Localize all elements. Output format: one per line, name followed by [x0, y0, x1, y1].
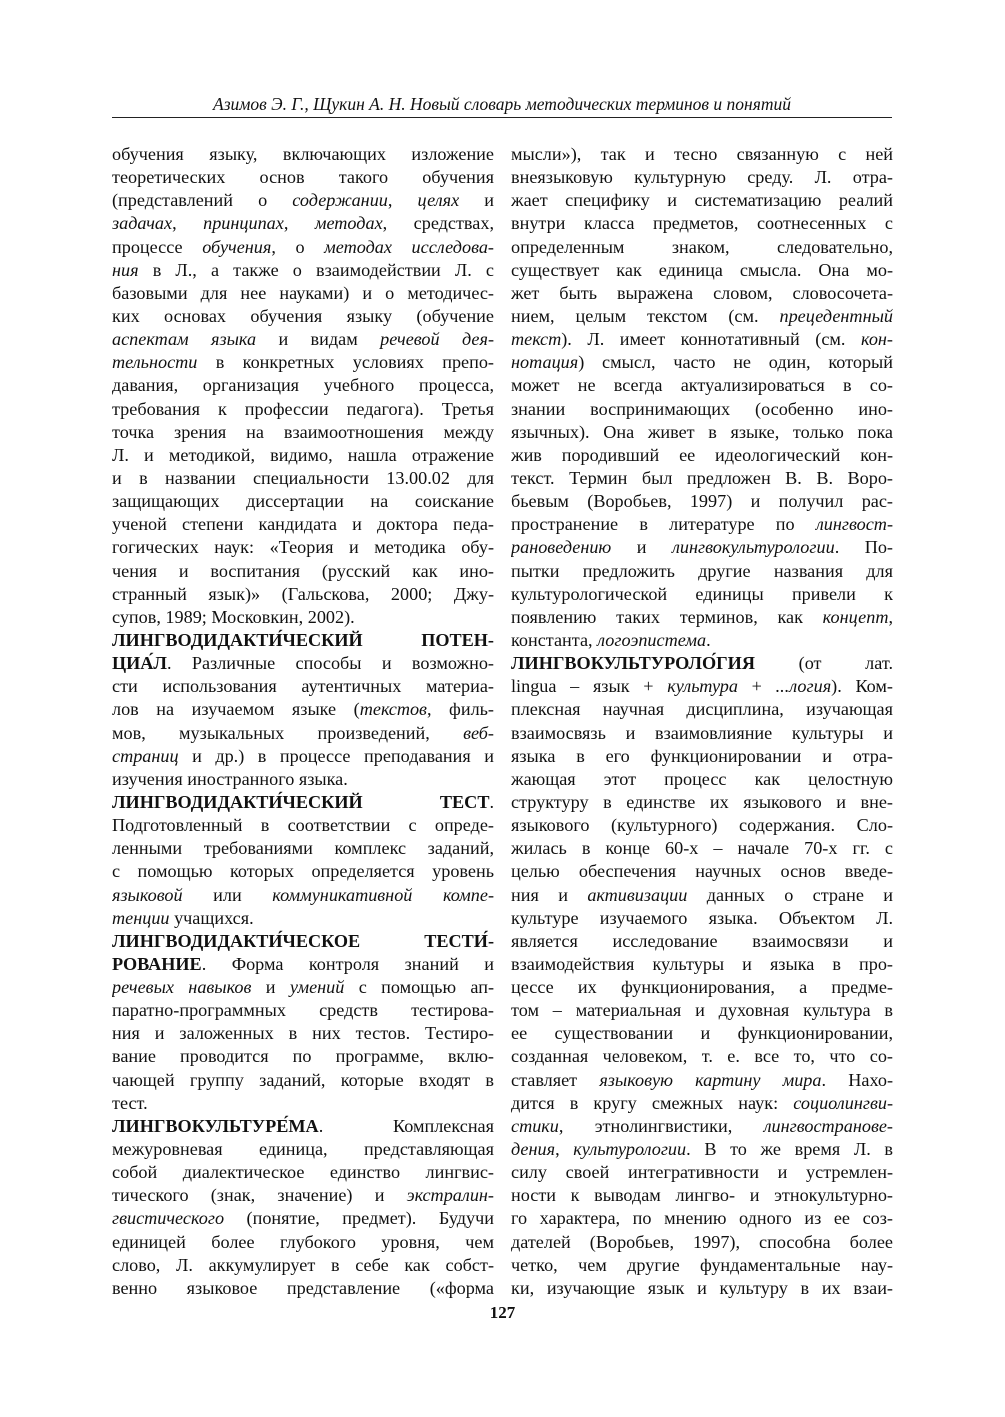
text-line: силу своей интегративности и устремлен-: [511, 1162, 893, 1183]
text-line: процессе обучения, о методах исследова-: [112, 236, 494, 257]
text-line: речевых навыков и умений с помощью ап-: [112, 977, 494, 998]
header-rule: [112, 117, 892, 118]
text-line: аспектам языка и видам речевой дея-: [112, 329, 494, 350]
text-line: ния в Л., а также о взаимодействии Л. с: [112, 259, 494, 280]
text-line: ЛИНГВОКУЛЬТУРОЛО́ГИЯ (от лат.: [511, 653, 893, 674]
text-line: жив породивший ее идеологический кон-: [511, 444, 893, 465]
text-line: единицей более глубокого уровня, чем: [112, 1231, 494, 1252]
running-header: Азимов Э. Г., Щукин А. Н. Новый словарь методических терминов и понятий: [213, 94, 791, 114]
text-line: дится в кругу смежных наук: социолингви-: [511, 1092, 893, 1113]
text-line: и в названии специальности 13.00.02 для: [112, 467, 494, 488]
text-line: изучения иностранного языка.: [112, 768, 348, 789]
text-line: константа, логоэпистема.: [511, 629, 711, 650]
text-line: ученой степени кандидата и доктора педа-: [112, 514, 494, 535]
text-line: определенным знаком, следовательно,: [511, 236, 893, 257]
text-line: мысли»), так и тесно связанную с ней: [511, 144, 893, 164]
text-line: ЦИА́Л. Различные способы и возможно-: [112, 653, 494, 674]
text-line: внеязыковую культурную среду. Л. отра-: [511, 167, 893, 188]
text-line: созданная человеком, т. е. все то, что со-: [511, 1046, 893, 1067]
text-line: появлению таких терминов, как концепт,: [511, 606, 893, 627]
text-line: тест.: [112, 1092, 148, 1113]
text-line: дателей (Воробьев, 1997), способна более: [511, 1231, 893, 1252]
text-line: ЛИНГВОДИДАКТИ́ЧЕСКИЙ ПОТЕН-: [112, 629, 494, 650]
text-line: лов на изучаемом языке (текстов, филь-: [112, 699, 494, 720]
text-line: ЛИНГВОДИДАКТИ́ЧЕСКИЙ ТЕСТ.: [112, 791, 494, 812]
text-line: мов, музыкальных произведений, веб-: [112, 722, 494, 743]
text-line: давания, организация учебного процесса,: [112, 375, 494, 396]
text-line: ставляет языковую картину мира. Нахо-: [511, 1069, 893, 1090]
text-line: ее существовании и функционировании,: [511, 1023, 893, 1044]
text-line: ности к выводам лингво- и этнокультурно-: [511, 1185, 893, 1206]
text-line: текст. Термин был предложен В. В. Воро-: [511, 467, 893, 488]
text-line: тельности в конкретных условиях препо-: [112, 352, 494, 373]
text-line: задачах, принципах, методах, средствах,: [112, 213, 494, 234]
text-line: вание проводится по программе, вклю-: [112, 1046, 494, 1067]
text-line: слово, Л. аккумулирует в себе как собст-: [112, 1254, 494, 1275]
text-line: бьевым (Воробьев, 1997) и получил рас-: [511, 491, 893, 512]
text-line: взаимосвязь и взаимовлияние культуры и: [511, 722, 893, 743]
text-line: требования к профессии педагога). Третья: [112, 398, 494, 419]
text-line: с помощью которых определяется уровень: [112, 861, 494, 882]
text-line: ния и заложенных в них тестов. Тестиро-: [112, 1023, 494, 1044]
text-line: цессе их функционирования, а предме-: [511, 977, 893, 998]
text-line: ких основах обучения языку (обучение: [112, 305, 494, 326]
text-line: защищающих диссертации на соискание: [112, 491, 494, 512]
text-line: пытки предложить другие названия для: [511, 560, 893, 581]
text-line: стики, этнолингвистики, лингвостранове-: [511, 1115, 893, 1136]
text-line: жилась в конце 60-х – начале 70-х гг. с: [511, 838, 893, 859]
text-line: четко, чем другие фундаментальные нау-: [511, 1254, 893, 1275]
text-line: собой диалектическое единство лингвис-: [112, 1162, 494, 1183]
text-line: чения и воспитания (русский как ино-: [112, 560, 494, 581]
text-line: тического (знак, значение) и экстралин-: [112, 1185, 494, 1206]
text-line: ния и активизации данных о стране и: [511, 884, 893, 905]
text-line: нотация) смысл, часто не один, который: [511, 352, 893, 373]
text-line: жает специфику и систематизацию реалий: [511, 190, 893, 211]
left-column: [112, 143, 494, 1300]
text-line: целью обеспечения научных основ введе-: [511, 861, 893, 882]
text-line: гвистического (понятие, предмет). Будучи: [112, 1208, 494, 1229]
text-line: языковой или коммуникативной компе-: [112, 884, 494, 905]
text-line: гогических наук: «Теория и методика обу-: [112, 537, 494, 558]
text-line: обучения языку, включающих изложение: [112, 144, 494, 164]
text-line: сти использования аутентичных материа-: [112, 676, 494, 697]
text-line: текст). Л. имеет коннотативный (см. кон-: [511, 329, 893, 350]
text-line: внутри класса предметов, соотнесенных с: [511, 213, 893, 234]
right-column: [511, 143, 893, 1300]
text-line: жет быть выражена словом, словосочета-: [511, 282, 893, 303]
text-line: дения, культурологии. В то же время Л. в: [511, 1139, 893, 1160]
text-line: страниц и др.) в процессе преподавания и: [112, 745, 494, 766]
text-line: взаимодействия культуры и языка в про-: [511, 953, 893, 974]
text-line: ленными требованиями комплекс заданий,: [112, 838, 494, 859]
text-line: может не всегда актуализироваться в со-: [511, 375, 893, 396]
text-line: lingua – язык + культура + ...логия). Ком-: [511, 676, 893, 697]
text-line: тенции учащихся.: [112, 907, 254, 928]
text-line: культурологической единицы привели к: [511, 583, 893, 604]
text-line: ЛИНГВОДИДАКТИ́ЧЕСКОЕ ТЕСТИ́-: [112, 930, 494, 951]
text-line: рановедению и лингвокультурологии. По-: [511, 537, 893, 558]
text-line: точка зрения на взаимоотношения между: [112, 421, 494, 442]
text-line: языкового (культурного) содержания. Сло-: [511, 815, 893, 836]
text-line: межуровневая единица, представляющая: [112, 1139, 494, 1160]
text-line: ки, изучающие язык и культуру в их взаи-: [511, 1277, 893, 1298]
text-line: Л. и методикой, видимо, нашла отражение: [112, 444, 494, 465]
text-line: паратно-программных средств тестирова-: [112, 1000, 494, 1021]
text-line: является исследование взаимосвязи и: [511, 930, 893, 951]
text-line: венно языковое представление («форма: [112, 1277, 494, 1298]
text-line: пространение в литературе по лингвост-: [511, 514, 893, 535]
text-line: (представлений о содержании, целях и: [112, 190, 494, 211]
text-line: языка в его функционировании и отра-: [511, 745, 893, 766]
page-number: 127: [489, 1303, 516, 1322]
text-line: РОВАНИЕ. Форма контроля знаний и: [112, 953, 494, 974]
text-line: нием, целым текстом (см. прецедентный: [511, 305, 893, 326]
text-line: го характера, по мнению одного из ее соз-: [511, 1208, 893, 1229]
text-line: жающая этот процесс как целостную: [511, 768, 893, 789]
text-line: структуру в единстве их языкового и вне-: [511, 791, 893, 812]
text-line: странный язык)» (Гальскова, 2000; Джу-: [112, 583, 494, 604]
text-line: чающей группу заданий, которые входят в: [112, 1069, 494, 1090]
text-line: культуре изучаемого языка. Объектом Л.: [511, 907, 893, 928]
text-line: язычных). Она живет в языке, только пока: [511, 421, 893, 442]
text-line: плексная научная дисциплина, изучающая: [511, 699, 893, 720]
text-line: теоретических основ такого обучения: [112, 167, 494, 188]
text-line: знании воспринимающих (особенно ино-: [511, 398, 893, 419]
text-line: ЛИНГВОКУЛЬТУРЕ́МА. Комплексная: [112, 1115, 494, 1136]
text-line: базовыми для нее науками) и о методичес-: [112, 282, 494, 303]
text-line: том – материальная и духовная культура в: [511, 1000, 893, 1021]
text-line: Подготовленный в соответствии с опреде-: [112, 815, 494, 836]
text-line: супов, 1989; Московкин, 2002).: [112, 606, 355, 627]
text-line: существует как единица смысла. Она мо-: [511, 259, 893, 280]
